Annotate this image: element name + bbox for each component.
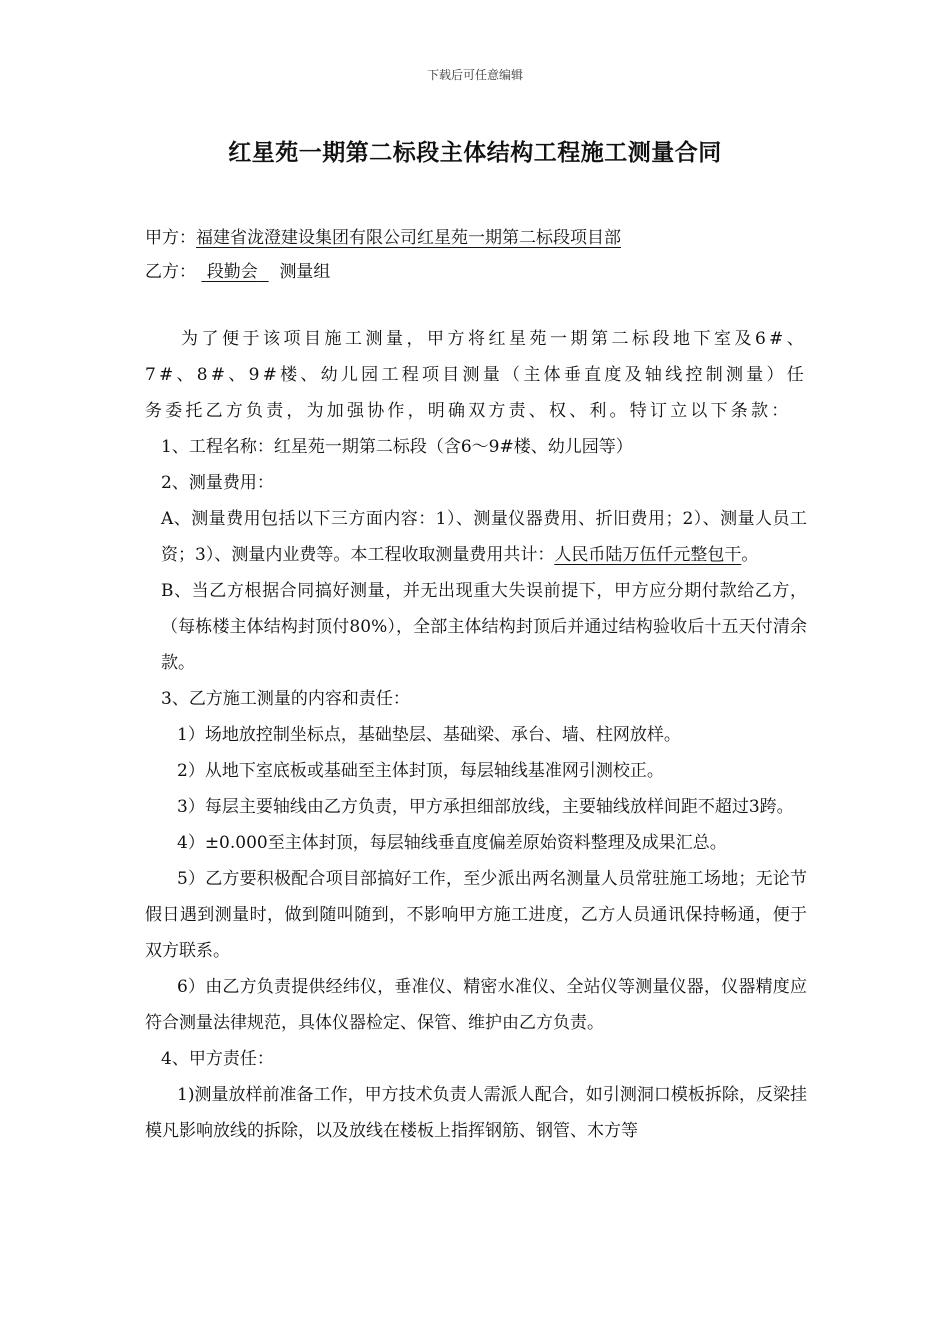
clause-3-item-2: 2）从地下室底板或基础至主体封顶，每层轴线基准网引测校正。: [177, 761, 664, 781]
clause-1: 1、工程名称：红星苑一期第二标段（含6～9#楼、幼儿园等）: [161, 437, 633, 457]
clause-2: 2、测量费用：: [161, 473, 274, 493]
party-b-label: 乙方：: [145, 262, 196, 282]
party-b-name: 段勤会: [206, 262, 258, 282]
intro-paragraph: 为了便于该项目施工测量，甲方将红星苑一期第二标段地下室及6#、7#、8#、9#楼、幼儿园工程项目测量（主体垂直度及轴线控制测量）任务委托乙方负责，为加强协作，明确双方责、权、利。特订立以下条款：: [145, 329, 807, 421]
clause-3-item-3: 3）每层主要轴线由乙方负责，甲方承担细部放线，主要轴线放样间距不超过3跨。: [177, 797, 794, 817]
party-b-suffix: 测量组: [279, 262, 331, 282]
contract-body: [145, 321, 807, 1149]
clause-2b: B、当乙方根据合同搞好测量，并无出现重大失误前提下，甲方应分期付款给乙方，（每栋楼主体结构封顶付80%），全部主体结构封顶后并通过结构验收后十五天付清余款。: [161, 581, 807, 673]
fee-amount: 人民币陆万伍仟元整包干: [554, 545, 742, 565]
clause-4-item-1: 1)测量放样前准备工作，甲方技术负责人需派人配合，如引测洞口模板拆除，反梁挂模凡影响放线的拆除，以及放线在楼板上指挥钢筋、钢管、木方等: [145, 1085, 807, 1141]
clause-3-item-1: 1）场地放控制坐标点，基础垫层、基础梁、承台、墙、柱网放样。: [177, 725, 681, 745]
clause-3-item-5: 5）乙方要积极配合项目部搞好工作，至少派出两名测量人员常驻施工场地；无论节假日遇到测量时，做到随叫随到，不影响甲方施工进度，乙方人员通讯保持畅通，便于双方联系。: [145, 869, 807, 961]
party-a-name: 福建省泷澄建设集团有限公司红星苑一期第二标段项目部: [196, 228, 621, 248]
header-note: 下载后可任意编辑: [426, 68, 523, 82]
clause-4: 4、甲方责任：: [161, 1049, 274, 1069]
clause-2a: A、测量费用包括以下三方面内容：1）、测量仪器费用、折旧费用；2）、测量人员工资；3）、测量内业费等。本工程收取测量费用共计：人民币陆万伍仟元整包干。: [161, 509, 807, 565]
clause-3-item-4: 4）±0.000至主体封顶，每层轴线垂直度偏差原始资料整理及成果汇总。: [177, 833, 727, 853]
clause-3: 3、乙方施工测量的内容和责任：: [161, 689, 410, 709]
party-a-line: [145, 223, 621, 248]
party-b-line: [145, 257, 330, 282]
clause-3-item-6: 6）由乙方负责提供经纬仪，垂准仪、精密水准仪、全站仪等测量仪器，仪器精度应符合测量法律规范，具体仪器检定、保管、维护由乙方负责。: [145, 977, 807, 1033]
contract-title: 红星苑一期第二标段主体结构工程施工测量合同: [228, 139, 722, 166]
party-a-label: 甲方：: [145, 228, 196, 248]
